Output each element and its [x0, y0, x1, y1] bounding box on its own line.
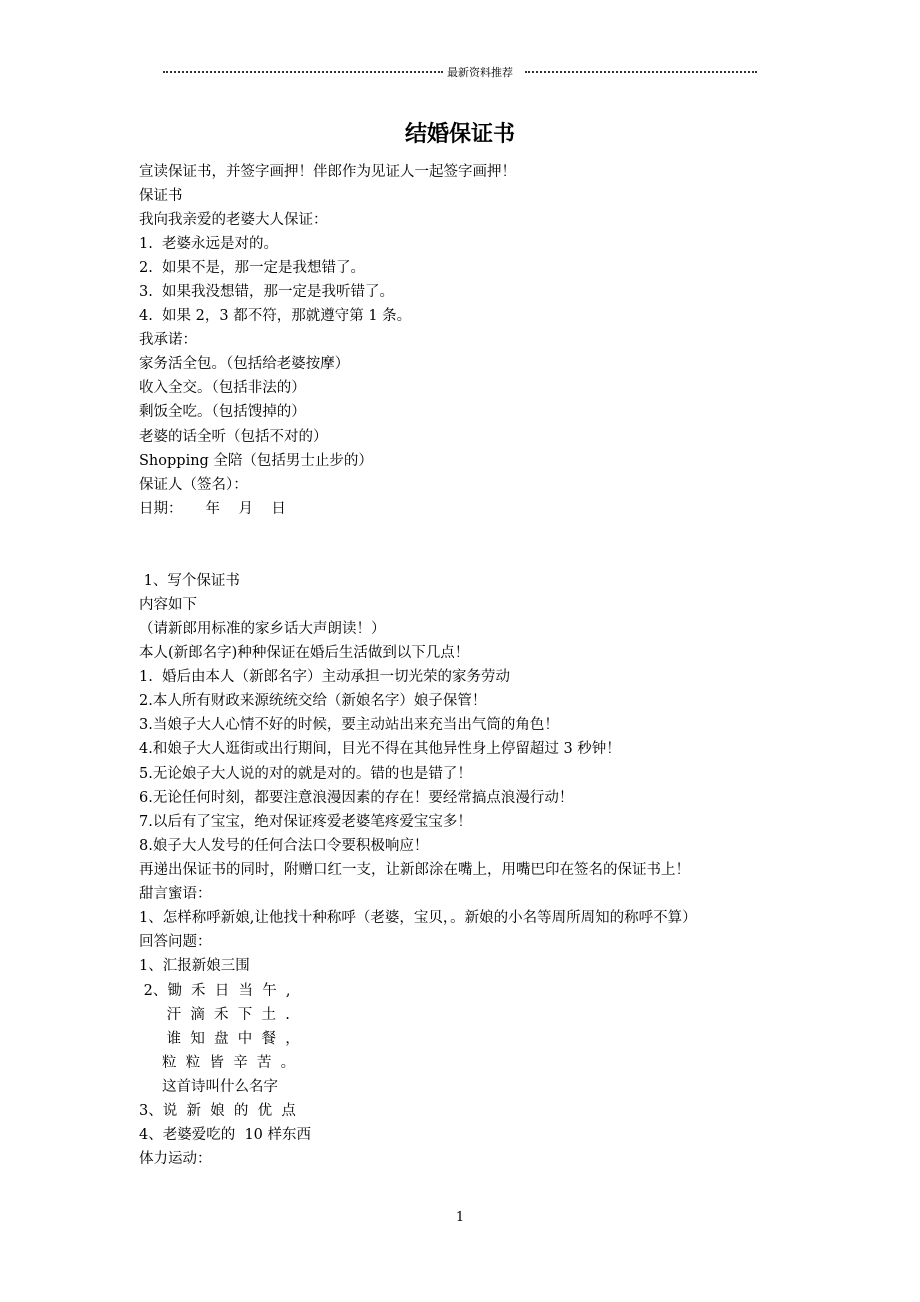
- body-line: 8.娘子大人发号的任何合法口令要积极响应！: [139, 838, 429, 854]
- body-line: 收入全交。（包括非法的）: [139, 380, 306, 396]
- body-line: 5.无论娘子大人说的对的就是对的。错的也是错了！: [139, 766, 472, 782]
- header-text: 最新资料推荐: [447, 66, 513, 79]
- body-line: 1、写个保证书: [139, 573, 240, 589]
- body-line: 1. 婚后由本人（新郎名字）主动承担一切光荣的家务劳动: [139, 669, 511, 685]
- body-line: 宣读保证书，并签字画押！伴郎作为见证人一起签字画押！: [139, 164, 516, 180]
- body-line: 这首诗叫什么名字: [139, 1079, 279, 1095]
- body-line: 我向我亲爱的老婆大人保证：: [139, 212, 328, 228]
- body-line: 4.和娘子大人逛街或出行期间，目光不得在其他异性身上停留超过 3 秒钟！: [139, 741, 621, 757]
- body-line: 2、锄 禾 日 当 午 ,: [139, 983, 291, 999]
- document-title: 结婚保证书: [404, 122, 515, 147]
- body-line: 1、汇报新娘三围: [139, 958, 250, 974]
- body-line: 老婆的话全听（包括不对的）: [139, 429, 328, 445]
- page-number: 1: [455, 1210, 465, 1225]
- body-line: 家务活全包。（包括给老婆按摩）: [139, 356, 350, 372]
- body-line: 谁 知 盘 中 餐 ，: [139, 1031, 300, 1047]
- body-line: Shopping 全陪（包括男士止步的）: [139, 453, 373, 469]
- body-line: 2. 如果不是，那一定是我想错了。: [139, 260, 366, 276]
- body-line: 7.以后有了宝宝，绝对保证疼爱老婆笔疼爱宝宝多！: [139, 814, 472, 830]
- body-line: （请新郎用标准的家乡话大声朗读！）: [139, 621, 386, 637]
- body-line: 日期： 年 月 日: [139, 501, 286, 517]
- body-line: 回答问题：: [139, 934, 212, 950]
- body-line: 本人(新郎名字)种种保证在婚后生活做到以下几点！: [139, 645, 470, 661]
- body-line: 1. 老婆永远是对的。: [139, 236, 279, 252]
- body-line: 保证人（签名）：: [139, 477, 248, 493]
- header-dotted-rule-left: [163, 71, 443, 73]
- body-line: 内容如下: [139, 597, 197, 613]
- body-line: 3. 如果我没想错，那一定是我听错了。: [139, 284, 395, 300]
- body-line: 粒 粒 皆 辛 苦 。: [139, 1055, 296, 1071]
- header-dotted-rule-right: [525, 71, 757, 73]
- body-line: 汗 滴 禾 下 土 .: [139, 1007, 290, 1023]
- body-line: 剩饭全吃。（包括馊掉的）: [139, 404, 306, 420]
- body-line: 4. 如果 2，3 都不符，那就遵守第 1 条。: [139, 308, 412, 324]
- body-line: 1、怎样称呼新娘,让他找十种称呼（老婆，宝贝，。新娘的小名等周所周知的称呼不算）: [139, 910, 697, 926]
- body-line: 2.本人所有财政来源统统交给（新娘名字）娘子保管！: [139, 693, 487, 709]
- body-line: 体力运动：: [139, 1151, 212, 1167]
- body-line: 6.无论任何时刻，都要注意浪漫因素的存在！要经常搞点浪漫行动！: [139, 790, 574, 806]
- body-line: 甜言蜜语：: [139, 886, 212, 902]
- body-line: 3.当娘子大人心情不好的时候，要主动站出来充当出气筒的角色！: [139, 717, 559, 733]
- body-line: 3、说 新 娘 的 优 点: [139, 1103, 296, 1119]
- body-line: 我承诺：: [139, 332, 197, 348]
- body-line: 4、老婆爱吃的 10 样东西: [139, 1127, 312, 1143]
- body-line: 再递出保证书的同时，附赠口红一支，让新郎涂在嘴上，用嘴巴印在签名的保证书上！: [139, 862, 690, 878]
- body-line: 保证书: [139, 188, 183, 204]
- page-header: [163, 64, 757, 82]
